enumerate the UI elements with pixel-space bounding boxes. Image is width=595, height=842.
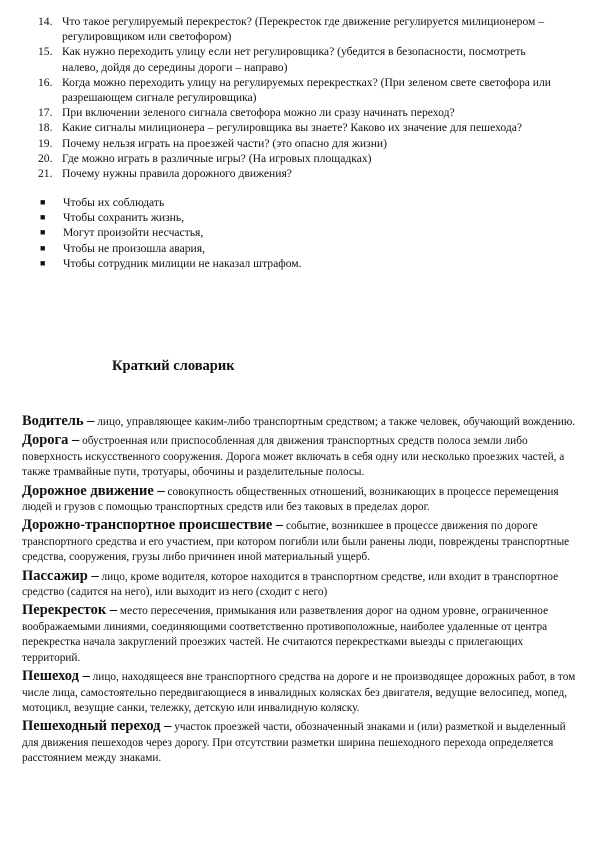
glossary-term: Дорожно-транспортное происшествие – [22, 517, 284, 534]
question-number: 16. [38, 75, 53, 89]
answers-bullet-list [38, 195, 558, 271]
glossary-term: Пешеход – [22, 668, 90, 685]
glossary-heading: Краткий словарик [112, 358, 235, 374]
bullet-item [38, 225, 558, 240]
bullet-item [38, 210, 558, 225]
glossary-entry [22, 414, 577, 430]
question-text: При включении зеленого сигнала светофора можно ли сразу начинать переход? [62, 106, 455, 120]
glossary-definition: лицо, находящееся вне транспортного средства на дороге и не производящее дорожных работ, в том числе лица, самостоятельно передвигающиеся в инвалидных колясках без двигателя, ведущие велосипед, мопед, мотоцикл, везущие санки, тележку, детскую или инвалидную коляску. [22, 671, 576, 714]
bullet-text: Чтобы их соблюдать [63, 196, 165, 209]
question-number: 14. [38, 15, 53, 28]
bullet-item [38, 195, 558, 210]
glossary-term: Дорожное движение – [22, 482, 165, 499]
questions-list [38, 14, 558, 181]
glossary-term: Водитель – [22, 413, 95, 429]
bullet-item [38, 256, 558, 271]
bullet-text: Чтобы сохранить жизнь, [63, 211, 185, 225]
question-text: Что такое регулируемый перекресток? (Перекресток где движение регулируется милиционером – регулировщиком или светофором) [62, 15, 545, 44]
glossary-entry [22, 569, 577, 601]
question-item [38, 151, 558, 166]
question-text: Когда можно переходить улицу на регулируемых перекрестках? (При зеленом свете светофора или разрешающем сигнале регулировщика) [62, 75, 551, 105]
question-item [38, 44, 558, 74]
bullet-icon: ■ [40, 257, 46, 268]
glossary-definition: лицо, управляющее каким-либо транспортным средством; а также человек, обучающий вождению. [94, 416, 576, 428]
question-text: Где можно играть в различные игры? (На игровых площадках) [62, 151, 372, 165]
bullet-text: Чтобы не произошла авария, [63, 241, 205, 255]
bullet-text: Могут произойти несчастья, [63, 226, 204, 240]
glossary-entry [22, 669, 577, 716]
question-item [38, 105, 558, 120]
bullet-icon: ■ [40, 197, 46, 207]
glossary-definition: участок проезжей части, обозначенный знаками и (или) разметкой и выделенный для движения пешеходов через дорогу. При отсутствии разметки ширина пешеходного перехода определяется расстоянием между знаками. [22, 721, 566, 765]
bullet-icon: ■ [40, 212, 46, 223]
question-text: Почему нужны правила дорожного движения? [62, 167, 292, 181]
question-item [38, 75, 558, 105]
question-text: Как нужно переходить улицу если нет регулировщика? (убедится в безопасности, посмотреть налево, дойдя до середины дороги – направо) [62, 45, 526, 74]
bullet-icon: ■ [40, 227, 46, 238]
glossary-term: Пешеходный переход – [22, 718, 172, 735]
glossary-entry [22, 719, 577, 766]
glossary-entry [22, 433, 577, 480]
glossary [22, 414, 577, 770]
question-number: 21. [38, 167, 53, 181]
question-number: 19. [38, 136, 53, 150]
question-number: 17. [38, 106, 53, 120]
question-text: Какие сигналы милиционера – регулировщика вы знаете? Каково их значение для пешехода? [62, 121, 523, 135]
glossary-entry [22, 603, 577, 666]
glossary-term: Дорога – [22, 432, 80, 449]
question-text: Почему нельзя играть на проезжей части? (это опасно для жизни) [62, 136, 387, 150]
question-number: 20. [38, 151, 53, 165]
question-number: 15. [38, 45, 53, 59]
glossary-definition: совокупность общественных отношений, возникающих в процессе перемещения людей и грузов с помощью транспортных средств или без таковых в пределах дорог. [22, 485, 559, 514]
glossary-definition: обустроенная или приспособленная для движения транспортных средств полоса земли либо поверхность искусственного сооружения. Дорога может включать в себя одну или несколько проезжих частей, а также трамвайные пути, тротуары, обочины и разделительные полосы. [22, 435, 565, 479]
glossary-term: Пассажир – [22, 567, 99, 584]
question-number: 18. [38, 121, 53, 135]
glossary-entry [22, 484, 577, 516]
question-item [38, 166, 558, 181]
question-item [38, 120, 558, 135]
question-item [38, 136, 558, 151]
glossary-definition: место пересечения, примыкания или разветвления дорог на одном уровне, ограниченное воображаемыми линиями, соединяющими соответственно противоположные, наиболее удаленные от центра перекрестка начала закруглений проезжих частей. Не считаются перекрестками выезды с прилегающих территорий. [22, 605, 549, 664]
bullet-item [38, 241, 558, 256]
question-item [38, 14, 558, 44]
glossary-term: Перекресток – [22, 602, 118, 619]
glossary-definition: событие, возникшее в процессе движения по дороге транспортного средства и его участием, при котором погибли или были ранены люди, повреждены транспортные средства, сооружения, грузы либо причинен иной материальный ущерб. [22, 520, 570, 564]
glossary-definition: лицо, кроме водителя, которое находится в транспортном средстве, или входит в транспортное средство (садится на него), или выходит из него (сходит с него) [22, 570, 559, 599]
bullet-icon: ■ [40, 242, 46, 253]
bullet-text: Чтобы сотрудник милиции не наказал штрафом. [63, 256, 302, 270]
glossary-entry [22, 518, 577, 565]
